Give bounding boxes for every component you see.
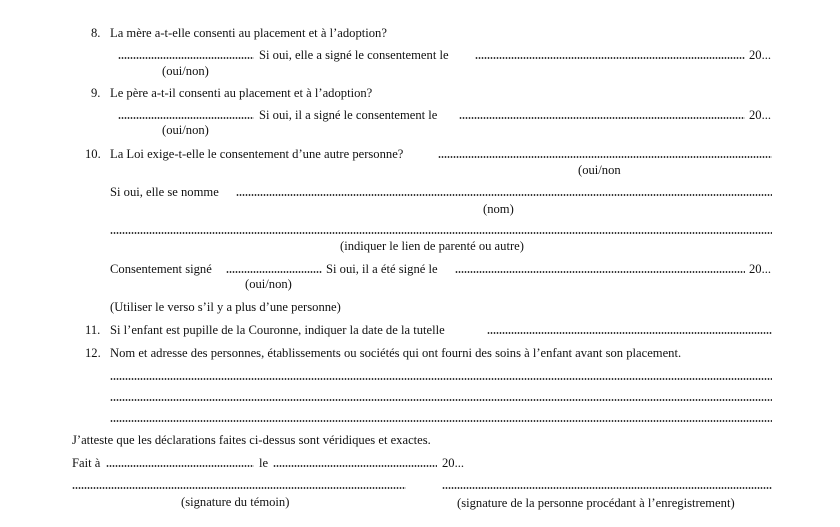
q12-answer-line-1[interactable] [110,378,772,380]
q10-name-caption: (nom) [483,202,514,216]
place-field[interactable] [106,465,254,467]
registrant-signature-caption: (signature de la personne procédant à l’enregistrement) [457,496,735,510]
witness-signature-field[interactable] [72,487,406,489]
q8-number: 8. [91,26,101,40]
attestation-statement: J’atteste que les déclarations faites ci-dessus sont véridiques et exactes. [72,433,431,447]
q9-answer-caption: (oui/non) [162,123,209,137]
q10-relation-field[interactable] [110,232,772,234]
q9-date-field[interactable] [459,117,745,119]
q8-if-yes-label: Si oui, elle a signé le consentement le [259,48,449,62]
q11-date-field[interactable] [487,332,772,334]
q9-answer-field[interactable] [118,117,254,119]
q10-name-label: Si oui, elle se nomme [110,185,219,199]
q10-question: La Loi exige-t-elle le consentement d’une autre personne? [110,147,404,161]
q10-consent-if-yes-label: Si oui, il a été signé le [326,262,438,276]
q8-answer-caption: (oui/non) [162,64,209,78]
q10-consent-label: Consentement signé [110,262,212,276]
q10-name-field[interactable] [236,194,772,196]
q10-relation-caption: (indiquer le lien de parenté ou autre) [340,239,524,253]
q12-number: 12. [85,346,101,360]
q12-question: Nom et adresse des personnes, établissements ou sociétés qui ont fourni des soins à l’enfant avant son placement. [110,346,682,360]
attestation-year: 20... [442,456,465,470]
q10-consent-date-field[interactable] [455,271,745,273]
q9-year: 20... [749,108,772,122]
q10-consent-field[interactable] [226,271,322,273]
q10-note: (Utiliser le verso s’il y a plus d’une personne) [110,300,341,314]
q8-answer-field[interactable] [118,57,254,59]
q10-consent-caption: (oui/non) [245,277,292,291]
q10-number: 10. [85,147,101,161]
q12-answer-line-2[interactable] [110,399,772,401]
q10-answer-caption: (oui/non [578,163,621,177]
witness-signature-caption: (signature du témoin) [181,495,290,509]
registrant-signature-field[interactable] [442,487,772,489]
place-label: Fait à [72,456,101,470]
q8-question: La mère a-t-elle consenti au placement et à l’adoption? [110,26,387,40]
q10-consent-year: 20... [749,262,772,276]
q11-question: Si l’enfant est pupille de la Couronne, indiquer la date de la tutelle [110,323,445,337]
q9-if-yes-label: Si oui, il a signé le consentement le [259,108,438,122]
q8-year: 20... [749,48,772,62]
q10-answer-field[interactable] [438,156,772,158]
date-label: le [259,456,269,470]
date-field[interactable] [273,465,437,467]
q9-question: Le père a-t-il consenti au placement et à l’adoption? [110,86,373,100]
q9-number: 9. [91,86,101,100]
q11-number: 11. [85,323,101,337]
q8-date-field[interactable] [475,57,745,59]
q12-answer-line-3[interactable] [110,420,772,422]
